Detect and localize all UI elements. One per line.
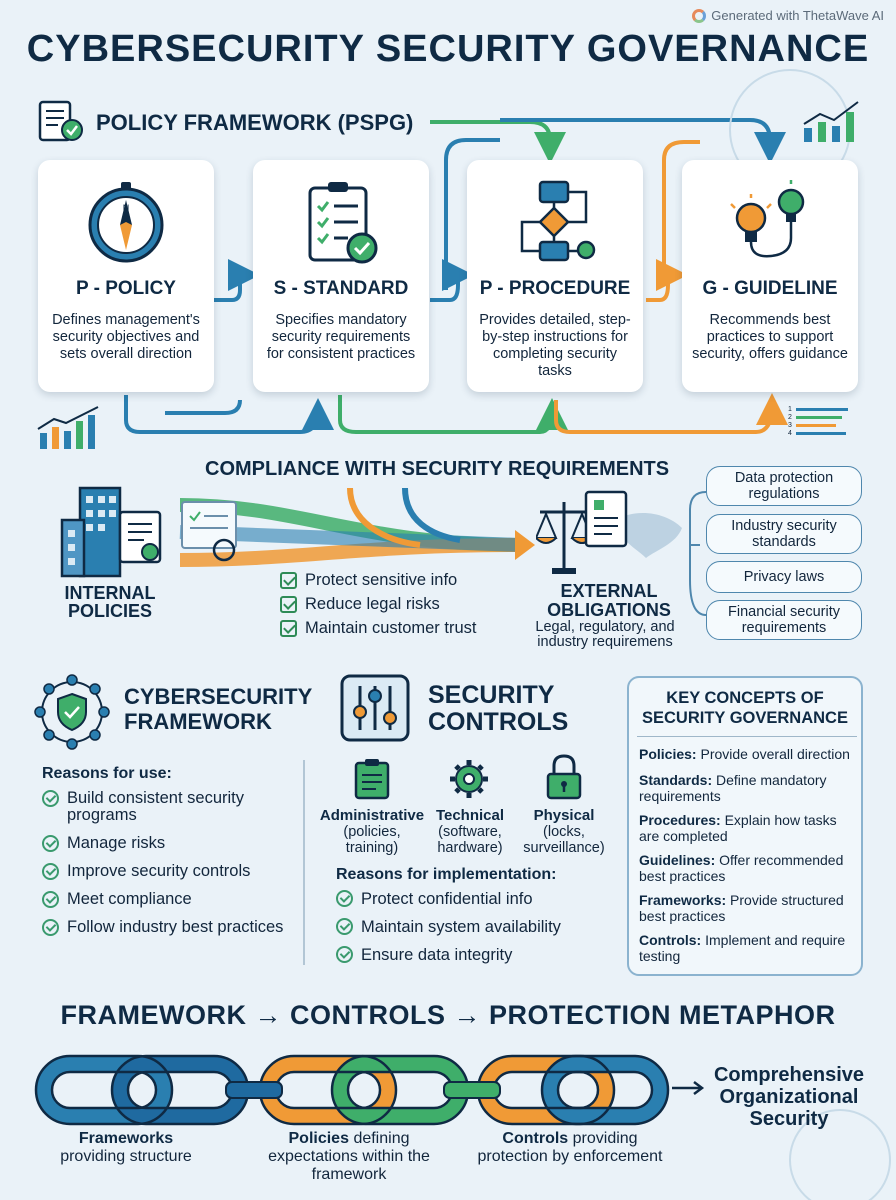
key-concept-term: Frameworks: (639, 892, 727, 908)
impl-item (336, 946, 616, 974)
lock-icon (546, 754, 582, 800)
key-concept-def: Offer recommended best practices (639, 852, 844, 884)
framework-reason (42, 790, 302, 835)
page-title: CYBERSECURITY SECURITY GOVERNANCE (26, 28, 870, 70)
check-circle-icon (42, 835, 59, 852)
legend-number: 4 (788, 429, 792, 437)
legend-number: 3 (788, 421, 792, 429)
key-concept-term: Procedures: (639, 812, 721, 828)
key-concepts-title-line: SECURITY GOVERNANCE (642, 709, 848, 727)
chain-caption-rest: defining expectations within the framework (268, 1130, 430, 1183)
impl-item (336, 890, 616, 918)
key-concept-item (639, 892, 859, 924)
gear-icon (448, 758, 490, 800)
card-head: P - POLICY (76, 278, 176, 299)
key-concept-term: Standards: (639, 772, 713, 788)
check-circle-icon (42, 790, 59, 807)
key-concept-item (639, 852, 859, 884)
benefits-list (280, 568, 476, 640)
framework-title-line: FRAMEWORK (124, 709, 272, 734)
obligation-pill: Privacy laws (706, 561, 862, 593)
impl-item (336, 918, 616, 946)
chain-caption-rest: providing protection by enforcement (477, 1130, 663, 1165)
card-head: P - PROCEDURE (479, 278, 631, 299)
controls-title-line: CONTROLS (428, 708, 569, 736)
framework-title-line: CYBERSECURITY (124, 684, 313, 709)
controls-title-line: SECURITY (428, 681, 555, 709)
internal-policies-label: INTERNAL POLICIES (64, 583, 156, 621)
control-type-name: Technical (435, 807, 505, 824)
check-circle-icon (336, 918, 353, 935)
key-concept-def: Define mandatory requirements (639, 772, 827, 804)
framework-reason-text: Meet compliance (67, 890, 192, 908)
key-concept-def: Provide structured best practices (639, 892, 844, 924)
control-type-name: Administrative (319, 807, 425, 824)
control-type-name: Physical (533, 807, 595, 824)
chain-caption (46, 1130, 206, 1166)
key-concept-term: Guidelines: (639, 852, 716, 868)
card-head: G - GUIDELINE (702, 278, 838, 299)
external-obligations-sub: Legal, regulatory, and industry requiremens (535, 619, 675, 650)
sliders-icon (340, 674, 410, 742)
chain-caption-term: Frameworks (78, 1130, 174, 1147)
lightbulb-icon (725, 178, 815, 268)
framework-reason (42, 919, 302, 947)
checklist-icon (296, 178, 386, 268)
card-desc: Recommends best practices to support security, offers guidance (692, 312, 848, 362)
framework-reason (42, 891, 302, 919)
key-concepts-title (629, 688, 861, 728)
control-type-technical (432, 808, 508, 856)
check-circle-icon (336, 946, 353, 963)
key-concept-item (639, 812, 859, 844)
compliance-title: COMPLIANCE WITH SECURITY REQUIREMENTS (205, 458, 670, 480)
key-concept-def: Explain how tasks are completed (639, 812, 837, 844)
impl-text: Ensure data integrity (361, 946, 513, 964)
framework-reason-text: Manage risks (67, 834, 166, 852)
card-guideline (682, 160, 858, 392)
watermark-text: Generated with ThetaWave AI (711, 8, 884, 23)
benefit-text: Protect sensitive info (305, 570, 458, 589)
controls-impl-list (336, 890, 616, 974)
chain-caption-term: Controls (502, 1130, 569, 1147)
obligation-pill: Data protection regulations (706, 466, 862, 506)
framework-reasons-title: Reasons for use: (42, 765, 172, 782)
benefit-text: Reduce legal risks (305, 594, 440, 613)
flowchart-icon (510, 178, 600, 268)
framework-reason-text: Follow industry best practices (67, 918, 284, 936)
chain-caption-term: Policies (288, 1130, 349, 1147)
check-circle-icon (42, 863, 59, 880)
card-policy (38, 160, 214, 392)
key-concept-item (639, 746, 859, 762)
check-circle-icon (336, 890, 353, 907)
checkbox-icon (280, 620, 297, 637)
benefit-item (280, 568, 476, 592)
control-type-physical (518, 808, 610, 856)
obligation-pill: Financial security requirements (706, 600, 862, 640)
framework-title (124, 684, 312, 734)
benefit-item (280, 616, 476, 640)
key-concept-def: Implement and require testing (639, 932, 846, 964)
key-concept-term: Controls: (639, 932, 702, 948)
check-circle-icon (42, 891, 59, 908)
benefit-text: Maintain customer trust (305, 618, 477, 637)
growth-chart-icon (36, 405, 106, 451)
key-concept-item (639, 932, 859, 964)
card-procedure (467, 160, 643, 392)
card-head: S - STANDARD (273, 278, 409, 299)
clipboard-icon (354, 758, 390, 800)
legend-number: 2 (788, 413, 792, 421)
control-type-detail: (policies, training) (343, 824, 401, 856)
control-type-administrative (318, 808, 426, 856)
impl-text: Maintain system availability (361, 918, 561, 936)
arrow-right-icon (670, 1078, 706, 1098)
card-desc: Specifies mandatory security requirements for consistent practices (266, 312, 416, 362)
document-check-icon (38, 100, 84, 144)
controls-title (428, 682, 568, 736)
framework-reason-text: Build consistent security programs (67, 789, 244, 824)
policy-framework-title: POLICY FRAMEWORK (PSPG) (96, 110, 414, 135)
checkbox-icon (280, 572, 297, 589)
chain-caption (470, 1130, 670, 1166)
metaphor-result: Comprehensive Organizational Security (713, 1064, 865, 1130)
card-desc: Provides detailed, step-by-step instructions for completing security tasks (479, 312, 631, 379)
framework-reasons-list (42, 790, 302, 947)
framework-reason-text: Improve security controls (67, 862, 251, 880)
controls-impl-title: Reasons for implementation: (336, 866, 557, 883)
watermark (692, 8, 884, 23)
benefit-item (280, 592, 476, 616)
document-scan-icon (180, 498, 260, 568)
checkbox-icon (280, 596, 297, 613)
bar-chart-icon (800, 100, 866, 146)
key-concepts-title-line: KEY CONCEPTS OF (666, 689, 824, 707)
svg-text:N: N (122, 203, 130, 213)
building-document-icon (58, 486, 168, 580)
key-concepts-box (627, 676, 863, 976)
chain-links (30, 1050, 670, 1130)
framework-reason (42, 863, 302, 891)
thetawave-logo-icon (692, 9, 706, 23)
shield-network-icon (32, 672, 112, 752)
framework-reason (42, 835, 302, 863)
legend-number: 1 (788, 405, 792, 413)
control-type-detail: (software, hardware) (437, 824, 503, 856)
chain-caption-rest: providing structure (60, 1148, 192, 1165)
key-concept-item (639, 772, 859, 804)
obligation-pill: Industry security standards (706, 514, 862, 554)
external-obligations-label: EXTERNAL OBLIGATIONS (547, 581, 671, 620)
impl-text: Protect confidential info (361, 890, 533, 908)
compass-icon (81, 178, 171, 268)
card-standard (253, 160, 429, 392)
metaphor-title: FRAMEWORK → CONTROLS → PROTECTION METAPHOR (60, 1000, 836, 1030)
key-concept-def: Provide overall direction (700, 746, 850, 762)
numbered-legend (788, 405, 860, 437)
key-concept-term: Policies: (639, 746, 697, 762)
scales-justice-icon (536, 488, 686, 580)
card-desc: Defines management's security objectives and sets overall direction (52, 312, 200, 362)
check-circle-icon (42, 919, 59, 936)
chain-caption (264, 1130, 434, 1184)
control-type-detail: (locks, surveillance) (523, 824, 605, 856)
